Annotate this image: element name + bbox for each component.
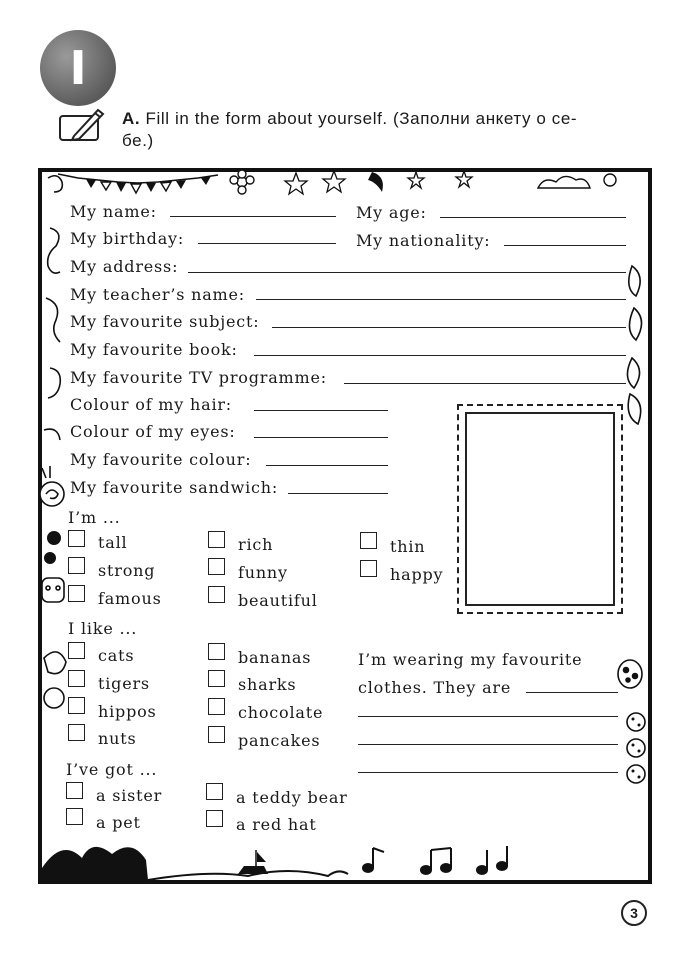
field-age-label: My age: (356, 203, 427, 222)
checkbox-chocolate[interactable] (208, 698, 225, 715)
field-book-line[interactable] (254, 355, 626, 356)
field-hair-line[interactable] (254, 410, 388, 411)
checkbox-rich[interactable] (208, 531, 225, 548)
field-address-label: My address: (70, 257, 179, 276)
option-beautiful: beautiful (238, 591, 318, 610)
checkbox-sharks[interactable] (208, 670, 225, 687)
option-sharks: sharks (238, 675, 297, 694)
unit-number: I (69, 41, 87, 95)
checkbox-funny[interactable] (208, 558, 225, 575)
field-hair-label: Colour of my hair: (70, 395, 233, 414)
unit-badge (40, 30, 116, 106)
field-nationality-line[interactable] (504, 245, 626, 246)
option-pet: a pet (96, 813, 141, 832)
option-strong: strong (98, 561, 156, 580)
snail-icon (40, 466, 64, 506)
im-heading: I’m ... (68, 508, 121, 527)
instruction-text: Fill in the form about yourself. (Заполни анкету о се- (145, 109, 578, 128)
photo-frame[interactable] (457, 404, 623, 614)
option-pancakes: pancakes (238, 731, 321, 750)
field-sandwich-label: My favourite sandwich: (70, 478, 279, 497)
field-name-line[interactable] (170, 216, 336, 217)
checkbox-hippos[interactable] (68, 697, 85, 714)
page-number (621, 900, 647, 926)
field-address-line[interactable] (188, 272, 626, 273)
field-teacher-label: My teacher’s name: (70, 285, 245, 304)
field-name-label: My name: (70, 202, 157, 221)
field-sandwich-line[interactable] (288, 493, 388, 494)
wearing-answer-line-1[interactable] (526, 692, 618, 693)
checkbox-pancakes[interactable] (208, 726, 225, 743)
checkbox-strong[interactable] (68, 557, 85, 574)
checkbox-red-hat[interactable] (206, 810, 223, 827)
option-tall: tall (98, 533, 128, 552)
checkbox-tigers[interactable] (68, 670, 85, 687)
checkbox-happy[interactable] (360, 560, 377, 577)
field-subject-label: My favourite subject: (70, 312, 260, 331)
field-colour-line[interactable] (266, 465, 388, 466)
instruction-letter: A. (122, 109, 141, 128)
field-tv-line[interactable] (344, 383, 626, 384)
checkbox-cats[interactable] (68, 642, 85, 659)
pencil-icon (58, 108, 106, 142)
checkbox-beautiful[interactable] (208, 586, 225, 603)
field-subject-line[interactable] (272, 327, 626, 328)
field-birthday-line[interactable] (198, 243, 336, 244)
option-funny: funny (238, 563, 288, 582)
checkbox-famous[interactable] (68, 585, 85, 602)
field-eyes-label: Colour of my eyes: (70, 422, 236, 441)
page-number-text: 3 (630, 905, 638, 921)
option-sister: a sister (96, 786, 163, 805)
flower-icon (230, 170, 254, 194)
ilike-heading: I like ... (68, 619, 138, 638)
wearing-answer-line-2[interactable] (358, 716, 618, 717)
option-bananas: bananas (238, 648, 312, 667)
wearing-answer-line-4[interactable] (358, 772, 618, 773)
option-thin: thin (390, 537, 426, 556)
option-hippos: hippos (98, 702, 157, 721)
music-notes-icon (363, 846, 507, 874)
option-teddy-bear: a teddy bear (236, 788, 348, 807)
ladybug-icon (618, 660, 642, 688)
wearing-answer-line-3[interactable] (358, 744, 618, 745)
field-teacher-line[interactable] (256, 299, 626, 300)
checkbox-bananas[interactable] (208, 643, 225, 660)
instruction (122, 108, 642, 152)
field-tv-label: My favourite TV programme: (70, 368, 327, 387)
checkbox-sister[interactable] (66, 782, 83, 799)
wearing-line1: I’m wearing my favourite (358, 650, 583, 669)
option-happy: happy (390, 565, 444, 584)
option-famous: famous (98, 589, 162, 608)
option-red-hat: a red hat (236, 815, 317, 834)
checkbox-thin[interactable] (360, 532, 377, 549)
instruction-text-cont: бе.) (122, 131, 154, 150)
checkbox-tall[interactable] (68, 530, 85, 547)
field-eyes-line[interactable] (254, 437, 388, 438)
field-age-line[interactable] (440, 217, 626, 218)
wearing-line2: clothes. They are (358, 678, 512, 697)
checkbox-nuts[interactable] (68, 724, 85, 741)
field-birthday-label: My birthday: (70, 229, 185, 248)
option-rich: rich (238, 535, 274, 554)
checkbox-pet[interactable] (66, 808, 83, 825)
option-cats: cats (98, 646, 135, 665)
field-book-label: My favourite book: (70, 340, 238, 359)
option-chocolate: chocolate (238, 703, 324, 722)
checkbox-teddy-bear[interactable] (206, 783, 223, 800)
field-colour-label: My favourite colour: (70, 450, 252, 469)
option-tigers: tigers (98, 674, 150, 693)
photo-area (465, 412, 615, 606)
field-nationality-label: My nationality: (356, 231, 491, 250)
option-nuts: nuts (98, 729, 137, 748)
ivegot-heading: I’ve got ... (66, 760, 158, 779)
